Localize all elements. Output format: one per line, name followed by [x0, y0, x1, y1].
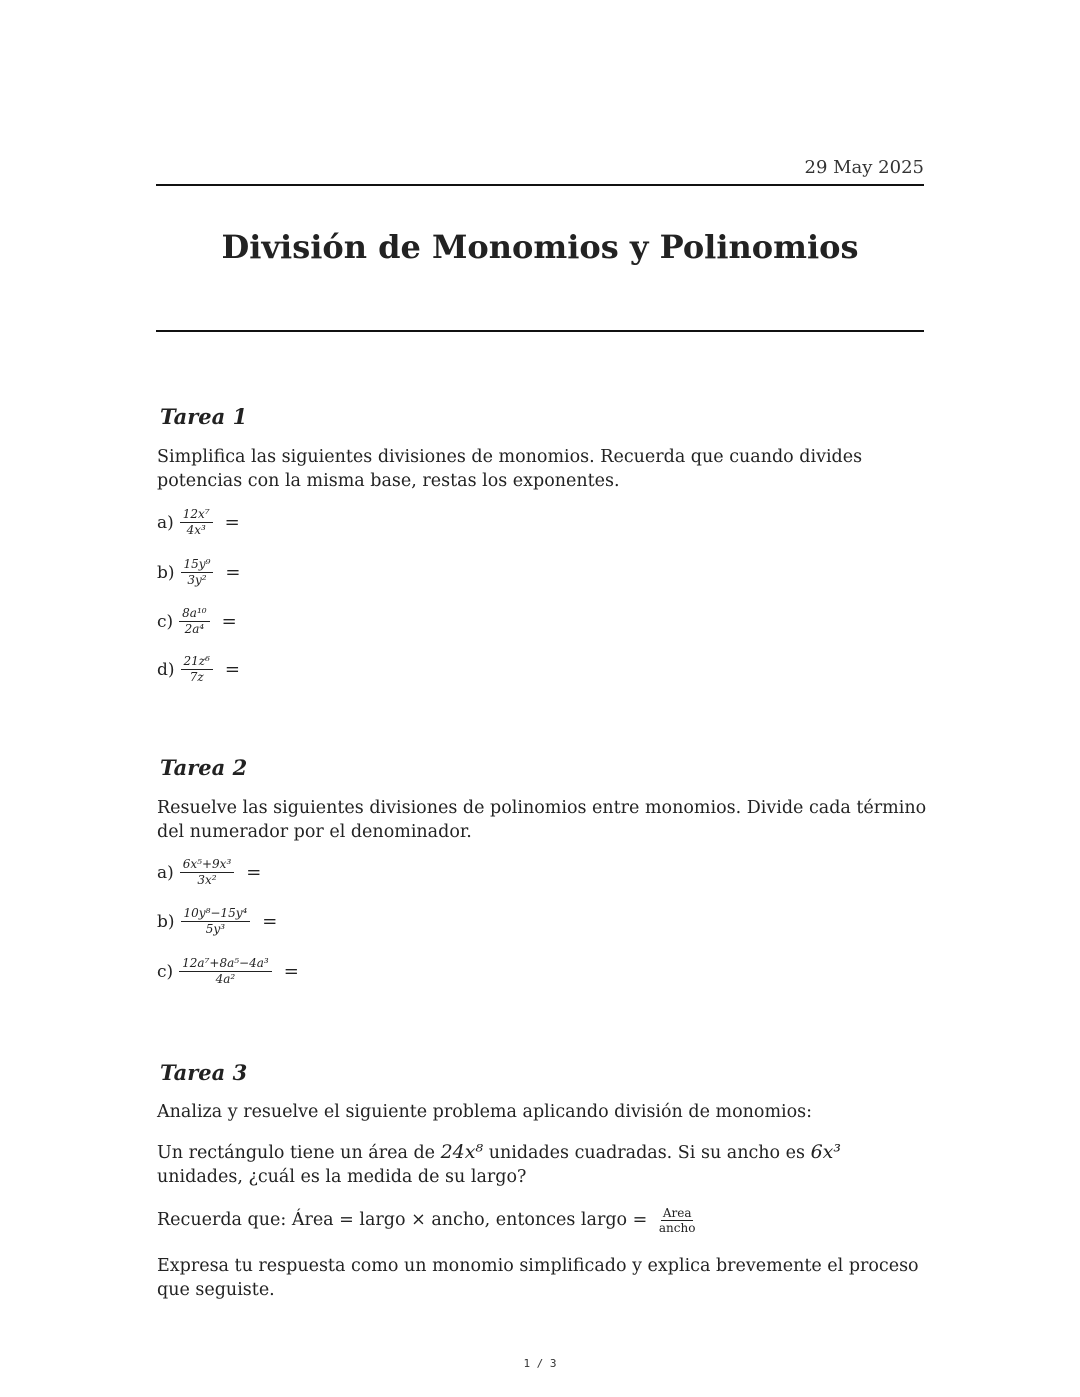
tarea1-item-b: [157, 558, 240, 587]
fraction-numerator: 6x⁵+9x³: [180, 858, 234, 873]
reminder-text: Recuerda que: Área = largo × ancho, entonces largo =: [157, 1210, 648, 1230]
item-label: b): [157, 562, 175, 583]
equals-sign: =: [246, 862, 262, 883]
item-label: d): [157, 659, 175, 680]
fraction-denominator: 4x³: [186, 523, 206, 537]
fraction-numerator: 10y⁸−15y⁴: [181, 907, 251, 922]
fraction-denominator: 4a²: [215, 972, 236, 986]
reminder-fraction: [657, 1206, 698, 1235]
item-label: c): [157, 611, 174, 632]
tarea1-item-c: [157, 607, 237, 636]
fraction: [180, 508, 213, 537]
tarea3-heading: Tarea 3: [160, 1060, 248, 1085]
fraction-numerator: 12a⁷+8a⁵−4a³: [179, 957, 272, 972]
fraction-numerator: Area: [662, 1206, 692, 1220]
item-label: b): [157, 911, 175, 932]
fraction-denominator: 2a⁴: [184, 622, 205, 636]
area-expression: 24x⁸: [440, 1141, 484, 1163]
header-rule: [156, 184, 924, 186]
tarea2-item-b: [157, 907, 277, 936]
fraction: [181, 907, 251, 936]
problem-text: Un rectángulo tiene un área de: [157, 1143, 436, 1163]
document-date: 29 May 2025: [804, 157, 924, 178]
fraction: [179, 957, 272, 986]
problem-text: unidades, ¿cuál es la medida de su largo?: [157, 1167, 527, 1187]
page-number: 1 / 3: [523, 1357, 557, 1370]
fraction-denominator: ancho: [658, 1221, 696, 1235]
item-label: c): [157, 961, 174, 982]
equals-sign: =: [224, 659, 241, 680]
tarea3-problem: [157, 1140, 927, 1189]
equals-sign: =: [224, 512, 240, 533]
equals-sign: =: [283, 961, 299, 982]
fraction: [180, 858, 234, 887]
tarea2-item-c: [157, 957, 299, 986]
fraction-numerator: 12x⁷: [180, 508, 213, 523]
fraction-denominator: 3y²: [187, 573, 207, 587]
fraction-denominator: 3x²: [197, 873, 217, 887]
fraction-numerator: 8a¹⁰: [179, 607, 209, 622]
fraction: [181, 655, 213, 684]
tarea3-intro: Analiza y resuelve el siguiente problema aplicando división de monomios:: [157, 1102, 813, 1122]
title-rule: [156, 330, 924, 332]
tarea1-item-a: [157, 508, 240, 537]
item-label: a): [157, 512, 174, 533]
tarea1-instructions: Simplifica las siguientes divisiones de monomios. Recuerda que cuando divides potencias con la misma base, restas los exponentes.: [157, 447, 863, 491]
page-title: División de Monomios y Polinomios: [221, 228, 859, 266]
fraction-numerator: 21z⁶: [181, 655, 213, 670]
tarea1-item-d: [157, 655, 240, 684]
item-label: a): [157, 862, 174, 883]
fraction: [181, 558, 214, 587]
tarea3-closing: Expresa tu respuesta como un monomio simplificado y explica brevemente el proceso que seguiste.: [157, 1256, 919, 1300]
tarea3-reminder: [157, 1206, 927, 1235]
equals-sign: =: [262, 911, 278, 932]
fraction: [179, 607, 209, 636]
fraction-denominator: 5y³: [205, 922, 226, 936]
fraction-numerator: 15y⁹: [181, 558, 214, 573]
fraction-denominator: 7z: [189, 670, 204, 684]
tarea2-heading: Tarea 2: [160, 755, 248, 780]
equals-sign: =: [225, 562, 241, 583]
problem-text: unidades cuadradas. Si su ancho es: [488, 1143, 805, 1163]
tarea1-heading: Tarea 1: [160, 404, 248, 429]
equals-sign: =: [221, 611, 237, 632]
width-expression: 6x³: [810, 1141, 841, 1163]
tarea2-item-a: [157, 858, 261, 887]
tarea2-instructions: Resuelve las siguientes divisiones de polinomios entre monomios. Divide cada término del numerador por el denominador.: [157, 798, 927, 842]
